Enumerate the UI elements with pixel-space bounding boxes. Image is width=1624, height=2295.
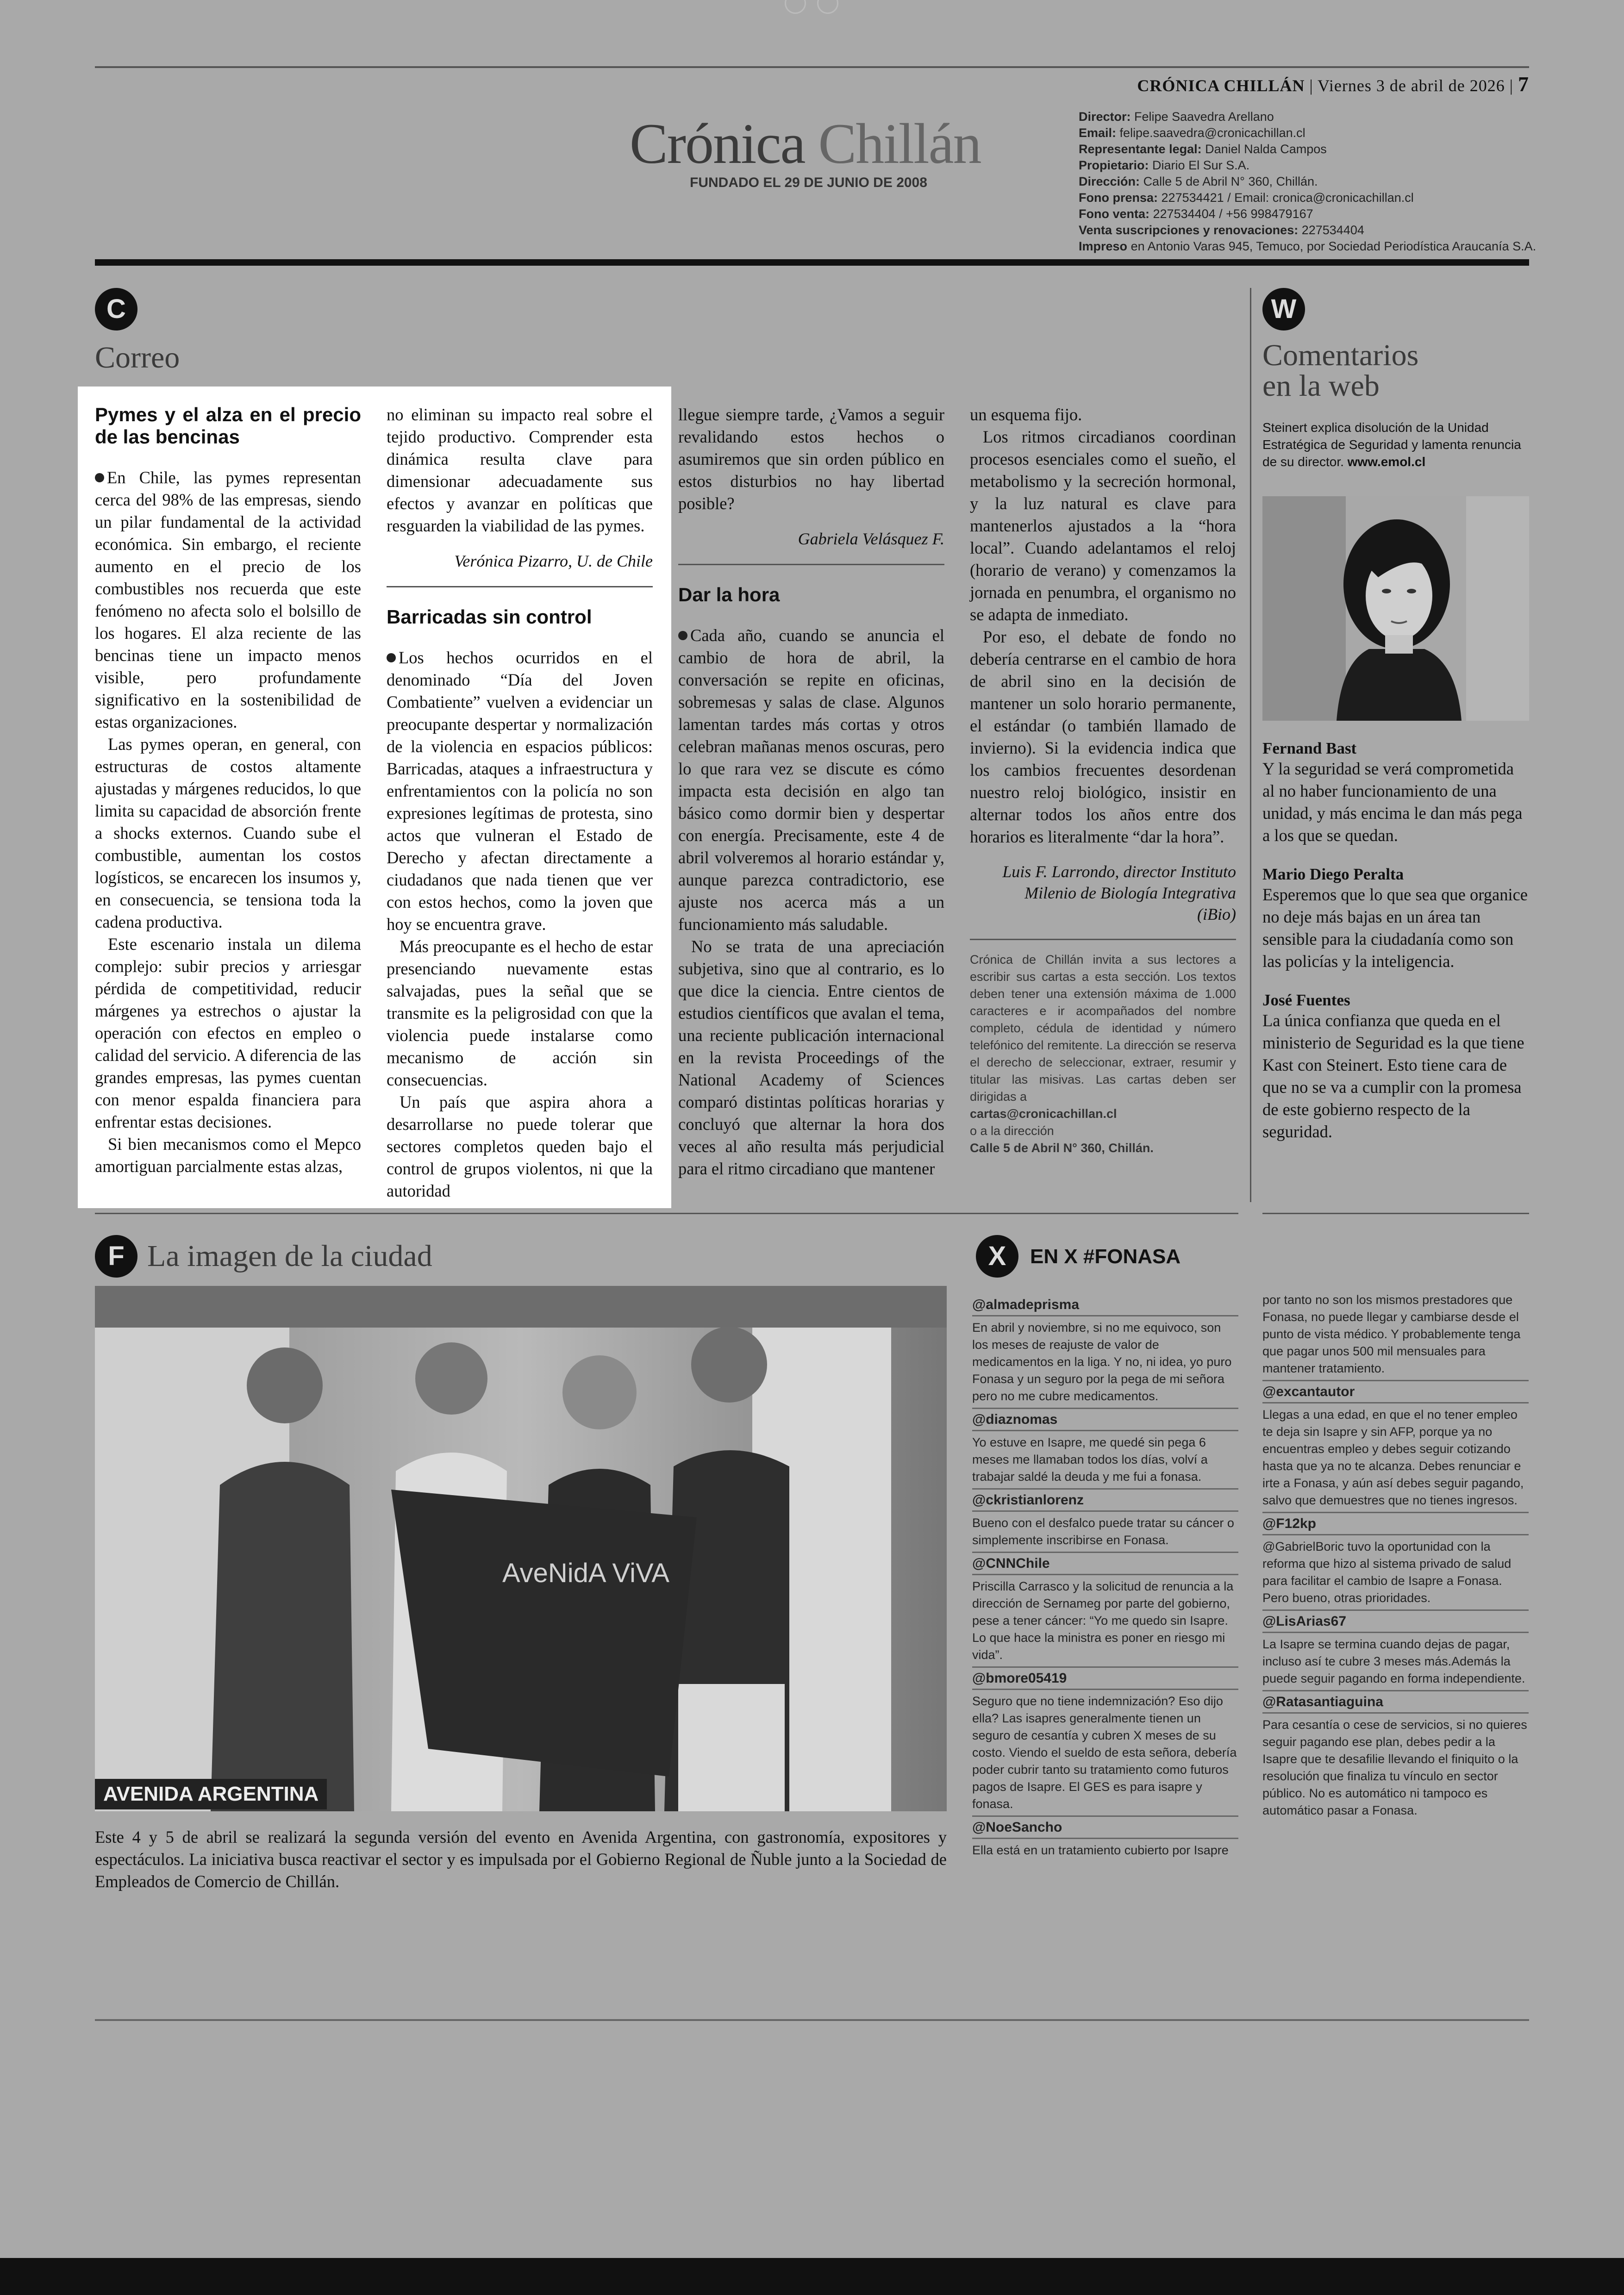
letter-title: Barricadas sin control <box>387 606 592 628</box>
web-comment <box>1262 991 1529 1143</box>
next-page-icon[interactable] <box>817 0 838 14</box>
x-handle[interactable]: @CNNChile <box>972 1552 1238 1575</box>
letter-paragraph: Cada año, cuando se anuncia el cambio de hora de abril, la conversación se repite en oficinas, sobremesas y salas de clase. Algunos lamentan tardes más cortas y otros celebran mañanas menos oscuras, pero lo que rara vez se discute es cómo impacta esta decisión en algo tan básico como dormir bien y despertar con energía. Precisamente, este 4 de abril volveremos al horario estándar y, aunque parezca contradictorio, ese ajuste nos acerca más a un funcionamiento más saludable. <box>678 626 944 934</box>
x-badge: X <box>976 1235 1018 1278</box>
letter-paragraph: Más preocupante es el hecho de estar presenciando nuevamente estas salvajadas, pues la señal que se transmite es la peligrosidad con que la violencia puede instalarse como mecanismo de acción sin consecuencias. <box>387 937 653 1089</box>
x-post-text: Llegas a una edad, en que el no tener empleo te deja sin Isapre y sin AFP, porque ya no encuentras empleo y debes seguir cotizando hasta que ya no te alcanza. Debes renunciar e irte a Fonasa, y aún así debes seguir pagando, salvo que demuestres que no tienes ingresos. <box>1262 1408 1524 1507</box>
letter-signature: Gabriela Velásquez F. <box>798 530 944 548</box>
letter-paragraph: No se trata de una apreciación subjetiva, sino que al contrario, es lo que dice la ciencia. Entre cientos de estudios científicos que avalan el tema, una reciente publicación internacional en la revista Proceedings of the National Academy of Sciences comparó distintas políticas horarias y concluyó que alternar la hora dos veces al año resulta más perjudicial para el ritmo circadiano que mantener <box>678 937 944 1178</box>
staff-line: Director: Felipe Saavedra Arellano <box>1079 110 1274 124</box>
masthead-part1: Crónica <box>630 112 805 175</box>
x-post-text: Seguro que no tiene indemnización? Eso dijo ella? Las isapres generalmente tienen un seguro de cesantía y cubren X meses de su costo. Viendo el sueldo de esta señora, debería poder cubrir tanto su tratamiento como futuros pagos de Isapre. El GES es para isapre y fonasa. <box>972 1694 1237 1811</box>
letter-title: Dar la hora <box>678 584 780 605</box>
section-divider <box>1262 1213 1529 1214</box>
correo-title: Correo <box>95 341 180 374</box>
shirt-print: AveNidA ViVA <box>502 1558 670 1588</box>
separator-rule <box>678 564 944 565</box>
photo-label: AVENIDA ARGENTINA <box>95 1779 327 1809</box>
staff-line: Venta suscripciones y renovaciones: 227534404 <box>1079 223 1364 237</box>
section-divider <box>95 1213 1238 1214</box>
staff-line: Propietario: Diario El Sur S.A. <box>1079 158 1250 172</box>
x-title: EN X #FONASA <box>1030 1245 1181 1268</box>
x-post-text: por tanto no son los mismos prestadores que Fonasa, no puede llegar y cambiarse desde el punto de vista médico. Y probablemente tenga que pagar unos 500 mil mensuales para mantener tratamiento. <box>1262 1293 1521 1375</box>
letter-paragraph: Las pymes operan, en general, con estructuras de costos altamente ajustadas y márgenes reducidos, lo que limita su capacidad de absorción frente a shocks externos. Cuando sube el combustible, aumentan los costos logísticos, se encarecen los insumos y, en consecuencia, se tensiona toda la cadena productiva. <box>95 735 361 931</box>
staff-line: Email: felipe.saavedra@cronicachillan.cl <box>1079 126 1305 140</box>
comment-text: Y la seguridad se verá comprometida al no haber funcionamiento de una unidad, y más encima le dan más pega a los que se quedan. <box>1262 759 1523 845</box>
web-title: Comentarios en la web <box>1262 338 1419 403</box>
correo-badge: C <box>95 288 137 331</box>
staff-line: Fono prensa: 227534421 / Email: cronica@cronicachillan.cl <box>1079 191 1414 205</box>
letter-paragraph: un esquema fijo. <box>970 405 1082 424</box>
masthead-part2: Chillán <box>818 112 981 175</box>
staff-line: Impreso en Antonio Varas 945, Temuco, por Sociedad Periodística Araucanía S.A. <box>1079 239 1537 253</box>
letter-paragraph: no eliminan su impacto real sobre el tejido productivo. Comprender esta dinámica resulta clave para dimensionar adecuadamente sus efectos y avanzar en políticas que resguarden la viabilidad de las pymes. <box>387 405 653 535</box>
x-post-text: Priscilla Carrasco y la solicitud de renuncia a la dirección de Sernameg por parte del gobierno, pese a tener cáncer: “Yo me quedo sin Isapre. Lo que hace la ministra es poner en riesgo mi vida”. <box>972 1579 1234 1662</box>
letter-paragraph: Por eso, el debate de fondo no debería centrarse en el cambio de hora de abril sino en la decisión de mantener un solo horario permanente, el estándar (o también llamado de invierno). Si la evidencia indica que los cambios frecuentes desordenan nuestro reloj biológico, insistir en alternar todos los años entre dos horarios es literalmente “dar la hora”. <box>970 627 1236 846</box>
top-rule <box>95 66 1529 68</box>
separator-rule <box>387 586 653 587</box>
commenter-name: José Fuentes <box>1262 991 1350 1009</box>
imagen-title: La imagen de la ciudad <box>147 1239 432 1273</box>
page-nav-indicator[interactable] <box>785 0 840 14</box>
letter-paragraph: Los hechos ocurridos en el denominado “Día del Joven Combatiente” vuelven a evidenciar un preocupante despertar y normalización de la violencia en espacios públicos: Barricadas, ataques a infraestructura y enfrentamientos con la policía no son expresiones legítimas de protesta, sino actos que vulneran el Estado de Derecho y afectan directamente a ciudadanos que nada tienen que ver con estos hechos, como la joven que hoy se encuentra grave. <box>387 648 653 934</box>
x-handle[interactable]: @diaznomas <box>972 1408 1238 1431</box>
bottom-rule <box>95 2019 1529 2021</box>
comment-text: Esperemos que lo que sea que organice no deje más bajas en un área tan sensible para la ciudadanía como son las policías y la inteligencia. <box>1262 885 1528 971</box>
web-badge: W <box>1262 288 1305 331</box>
publication-name: CRÓNICA CHILLÁN <box>1137 76 1305 95</box>
x-post-text: @GabrielBoric tuvo la oportunidad con la reforma que hizo al sistema privado de salud para facilitar el cambio de Isapre a Fonasa. Pero bueno, otras prioridades. <box>1262 1540 1512 1605</box>
bullet-icon <box>678 631 687 640</box>
imagen-badge: F <box>95 1235 137 1278</box>
commenter-name: Mario Diego Peralta <box>1262 865 1404 883</box>
page-number: 7 <box>1518 72 1529 96</box>
staff-line: Representante legal: Daniel Nalda Campos <box>1079 142 1327 156</box>
x-handle[interactable]: @Ratasantiaguina <box>1262 1690 1529 1714</box>
x-handle[interactable]: @NoeSancho <box>972 1815 1238 1839</box>
web-comments <box>1262 739 1529 1143</box>
letter-column-2 <box>387 404 653 1202</box>
x-handle[interactable]: @F12kp <box>1262 1512 1529 1535</box>
x-post-text: Bueno con el desfalco puede tratar su cáncer o simplemente inscribirse en Fonasa. <box>972 1516 1234 1547</box>
letter-title: Pymes y el alza en el precio de las bencinas <box>95 404 361 448</box>
x-post-text: La Isapre se termina cuando dejas de pagar, incluso así te cubre 3 meses más.Además la puede seguir pagando en forma independiente. <box>1262 1637 1525 1685</box>
x-handle[interactable]: @bmore05419 <box>972 1666 1238 1690</box>
letter-paragraph: llegue siempre tarde, ¿Vamos a seguir revalidando estos hechos o asumiremos que sin orden público en estos disturbios no hay libertad posible? <box>678 405 944 513</box>
comment-text: La única confianza que queda en el ministerio de Seguridad es la que tiene Kast con Steinert. Esto tiene cara de que no se va a cumplir con la promesa de este gobierno respecto de la seguridad. <box>1262 1011 1524 1141</box>
prev-page-icon[interactable] <box>785 0 806 14</box>
letter-column-4 <box>970 404 1236 1157</box>
web-summary: Steinert explica disolución de la Unidad Estratégica de Seguridad y lamenta renuncia de su director. www.emol.cl <box>1262 420 1521 469</box>
commenter-name: Fernand Bast <box>1262 739 1357 757</box>
founded-date: FUNDADO EL 29 DE JUNIO DE 2008 <box>690 175 927 190</box>
x-handle[interactable]: @ckristianlorenz <box>972 1488 1238 1512</box>
x-posts-column-2 <box>1262 1291 1529 1819</box>
x-post-text: Para cesantía o cese de servicios, si no quieres seguir pagando ese plan, debes pedir a la Isapre que te desafilie llevando el finiquito o la resolución que finaliza tu vínculo en sector público. No es automático ni tampoco es automático pasar a Fonasa. <box>1262 1718 1527 1817</box>
letter-paragraph: Los ritmos circadianos coordinan procesos esenciales como el sueño, el metabolismo y la secreción hormonal, y la luz natural es clave para mantenerlos ajustados a la “hora local”. Cuando adelantamos el reloj (horario de verano) y comenzamos la jornada en penumbra, el organismo no se adapta de inmediato. <box>970 427 1236 624</box>
city-photo <box>95 1286 947 1811</box>
letter-paragraph: En Chile, las pymes representan cerca del 98% de las empresas, siendo un pilar fundamental de la actividad económica. Sin embargo, el reciente aumento en el precio de los combustibles nos recuerda que este fenómeno no afecta solo el bolsillo de los hogares. El alza reciente de las bencinas tiene un impacto menos visible, pero profundamente significativo en la sostenibilidad de estas organizaciones. <box>95 468 361 731</box>
letter-paragraph: Este escenario instala un dilema complejo: subir precios y arriesgar pérdida de competitividad, reducir márgenes ya estrechos o ajustar la operación con efectos en empleo o calidad del servicio. A diferencia de las grandes empresas, las pymes cuentan con menor espalda financiera para enfrentar estas decisiones. <box>95 935 361 1131</box>
masthead <box>630 111 981 177</box>
letter-column-1 <box>95 404 361 1178</box>
event-photo-image <box>95 1286 947 1811</box>
photo-caption: Este 4 y 5 de abril se realizará la segunda versión del evento en Avenida Argentina, con gastronomía, expositores y espectáculos. La iniciativa busca reactivar el sector y es impulsada por el Gobierno Regional de Ñuble junto a la Sociedad de Empleados de Comercio de Chillán. <box>95 1827 947 1891</box>
portrait-image <box>1262 496 1529 721</box>
separator: | <box>1309 76 1313 95</box>
letters-email-link[interactable]: cartas@cronicachillan.cl <box>970 1107 1117 1121</box>
x-post-text: En abril y noviembre, si no me equivoco, son los meses de reajuste de valor de medicamentos en la liga. Y no, ni idea, yo puro Fonasa y un seguro por la pega de mi señora pero no me cubre medicamentos. <box>972 1321 1232 1403</box>
letter-paragraph: Un país que aspira ahora a desarrollarse no puede tolerar que sectores completos queden bajo el control de grupos violentos, ni que la autoridad <box>387 1092 653 1200</box>
letters-invitation: Crónica de Chillán invita a sus lectores a escribir sus cartas a esta sección. Los textos deben tener una extensión máxima de 1.000 caracteres e ir acompañados del nombre completo, cédula de identidad y número telefónico del remitente. La dirección se reserva el derecho de seleccionar, extraer, resumir y titular las misivas. Las cartas deben ser dirigidas a cartas@cronicachillan.cl o a la dirección Calle 5 de Abril N° 360, Chillán. <box>970 953 1236 1155</box>
web-comment <box>1262 865 1529 973</box>
x-posts-column-1 <box>972 1291 1238 1859</box>
x-post-text: Ella está en un tratamiento cubierto por Isapre <box>972 1843 1229 1857</box>
x-handle[interactable]: @almadeprisma <box>972 1294 1238 1316</box>
x-handle[interactable]: @excantautor <box>1262 1380 1529 1403</box>
separator-rule <box>970 939 1236 940</box>
web-site-link[interactable]: www.emol.cl <box>1347 455 1426 469</box>
staff-line: Fono venta: 227534404 / +56 998479167 <box>1079 207 1313 221</box>
bullet-icon <box>95 473 104 482</box>
x-handle[interactable]: @LisArias67 <box>1262 1609 1529 1633</box>
viewer-bottom-bar <box>0 2258 1624 2295</box>
letter-paragraph: Si bien mecanismos como el Mepco amortiguan parcialmente estas alzas, <box>95 1135 361 1176</box>
letter-signature: Luis F. Larrondo, director Instituto Milenio de Biología Integrativa (iBio) <box>1002 862 1236 923</box>
staff-box <box>1079 109 1536 255</box>
web-comment <box>1262 739 1529 847</box>
column-divider <box>1250 288 1251 1202</box>
commenter-photo <box>1262 496 1529 721</box>
x-post-text: Yo estuve en Isapre, me quedé sin pega 6 meses me llamaban todos los días, volví a trabajar saldé la deuda y me fui a fonasa. <box>972 1435 1208 1484</box>
header-heavy-rule <box>95 259 1529 266</box>
bullet-icon <box>387 653 396 662</box>
letter-signature: Verónica Pizarro, U. de Chile <box>454 552 653 570</box>
separator: | <box>1509 76 1513 95</box>
staff-line: Dirección: Calle 5 de Abril N° 360, Chillán. <box>1079 175 1318 188</box>
issue-date: Viernes 3 de abril de 2026 <box>1318 76 1505 95</box>
letter-column-3 <box>678 404 944 1180</box>
page-reference <box>1137 72 1529 96</box>
